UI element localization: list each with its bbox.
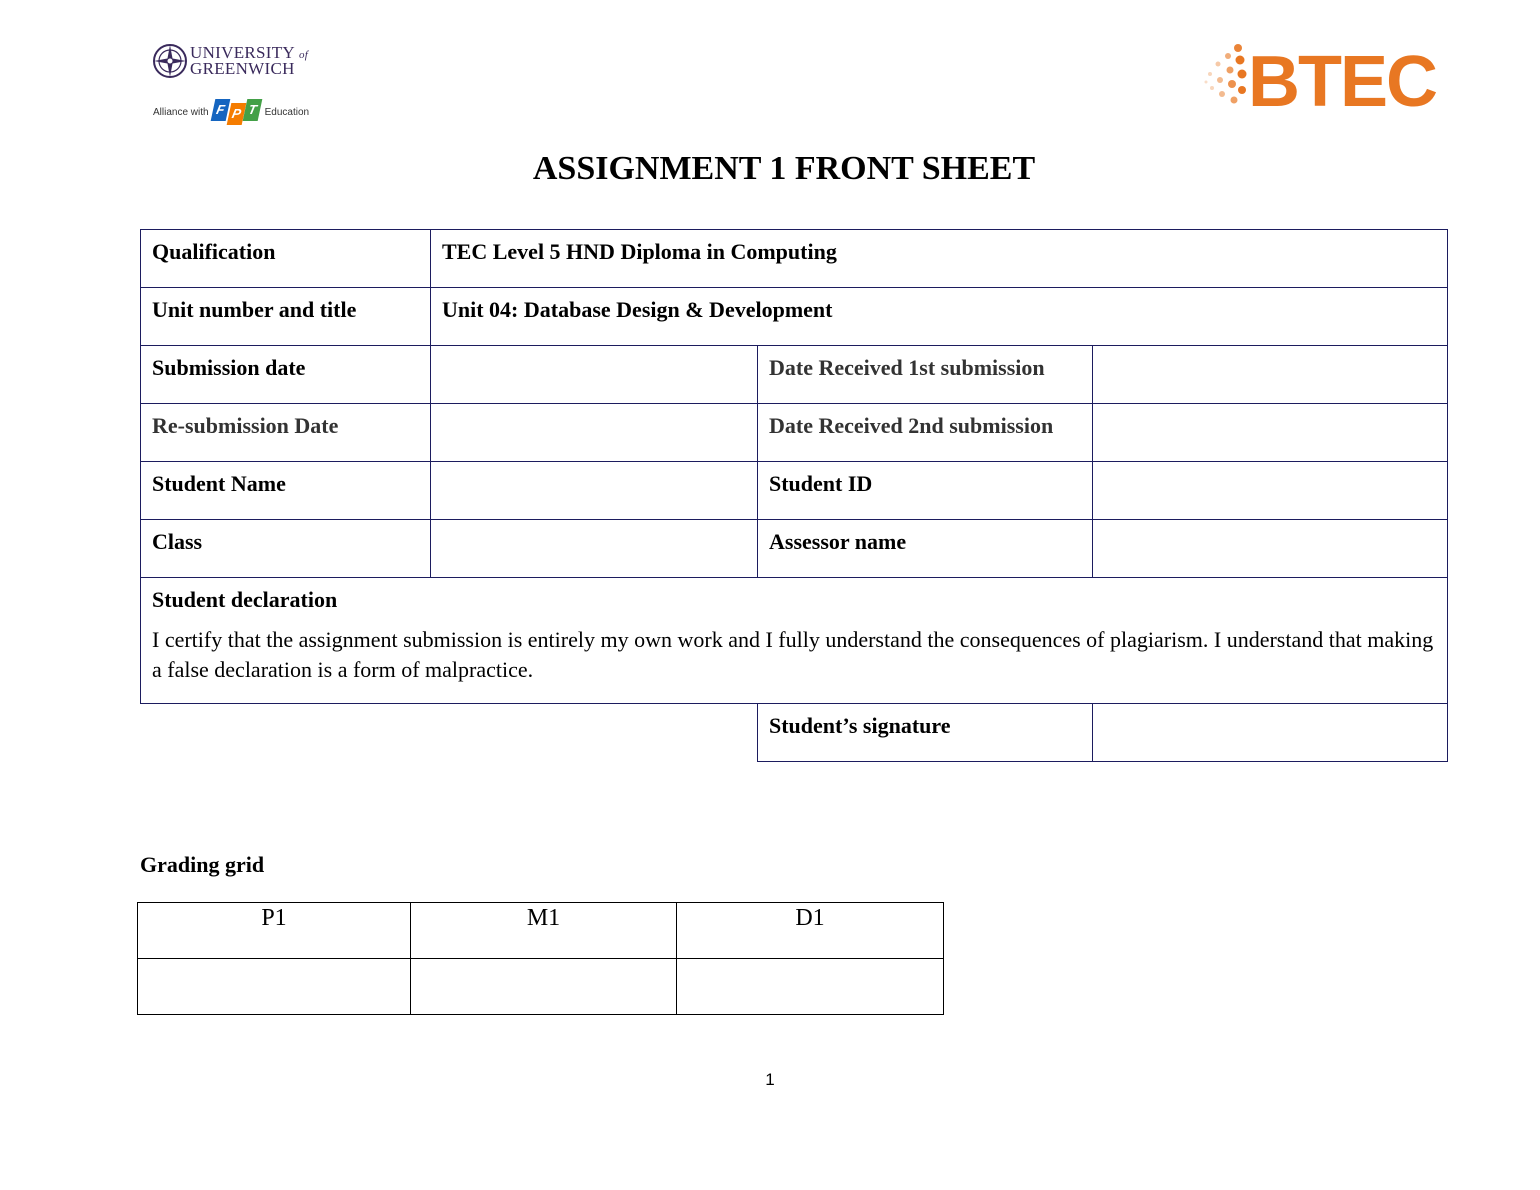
table-row [141,288,1448,346]
student-id-label: Student ID [758,462,1093,520]
student-name-label: Student Name [141,462,431,520]
university-of-greenwich-logo [150,40,315,130]
student-id-field[interactable] [1093,462,1448,520]
date-received-1-field[interactable] [1093,346,1448,404]
submission-date-field[interactable] [431,346,758,404]
grading-grid-label: Grading grid [140,852,265,877]
date-received-2-label: Date Received 2nd submission [758,404,1093,462]
resubmission-date-label: Re-submission Date [141,404,431,462]
alliance-suffix: Education [264,106,310,118]
student-name-field[interactable] [431,462,758,520]
signature-label: Student’s signature [758,704,1093,762]
assessor-label: Assessor name [758,520,1093,578]
logo-university-text: UNIVERSITY of [190,43,309,62]
page-number: 1 [765,1070,775,1089]
table-row [141,462,1448,520]
grade-cell-d1[interactable] [677,959,944,1015]
btec-dots-icon [1200,42,1250,112]
declaration-cell [141,578,1448,704]
table-row [138,903,944,959]
logo-greenwich-text: GREENWICH [190,59,295,78]
alliance-line [153,98,309,126]
empty-cell [141,704,758,762]
declaration-heading: Student declaration [152,587,338,612]
date-received-1-label: Date Received 1st submission [758,346,1093,404]
unit-label: Unit number and title [141,288,431,346]
front-sheet-table [140,229,1448,762]
qualification-value: TEC Level 5 HND Diploma in Computing [431,230,1448,288]
page-title: ASSIGNMENT 1 FRONT SHEET [532,150,1036,187]
table-row [141,230,1448,288]
table-row [138,959,944,1015]
qualification-label: Qualification [141,230,431,288]
date-received-2-field[interactable] [1093,404,1448,462]
unit-value: Unit 04: Database Design & Development [431,288,1448,346]
declaration-text: I certify that the assignment submission is entirely my own work and I fully understand the consequences of plagiarism. I understand that making a false declaration is a form of malpractice. [152,627,1434,682]
class-field[interactable] [431,520,758,578]
compass-rose-icon [152,43,188,79]
grade-cell-p1[interactable] [138,959,411,1015]
grading-grid-table [137,902,944,1015]
fpt-letter-t: T [242,99,262,121]
class-label: Class [141,520,431,578]
table-row [141,578,1448,704]
fpt-logo [213,99,261,125]
fpt-letter-f: F [210,99,230,121]
grade-cell-m1[interactable] [411,959,677,1015]
grade-header-d1: D1 [677,903,944,959]
fpt-letter-p: P [226,103,246,125]
table-row [141,704,1448,762]
alliance-prefix: Alliance with [153,106,209,118]
table-row [141,520,1448,578]
signature-field[interactable] [1093,704,1448,762]
btec-logo [1200,40,1440,120]
table-row [141,404,1448,462]
btec-wordmark: BTEC [1248,42,1436,122]
submission-date-label: Submission date [141,346,431,404]
assessor-field[interactable] [1093,520,1448,578]
grade-header-p1: P1 [138,903,411,959]
table-row [141,346,1448,404]
grade-header-m1: M1 [411,903,677,959]
resubmission-date-field[interactable] [431,404,758,462]
